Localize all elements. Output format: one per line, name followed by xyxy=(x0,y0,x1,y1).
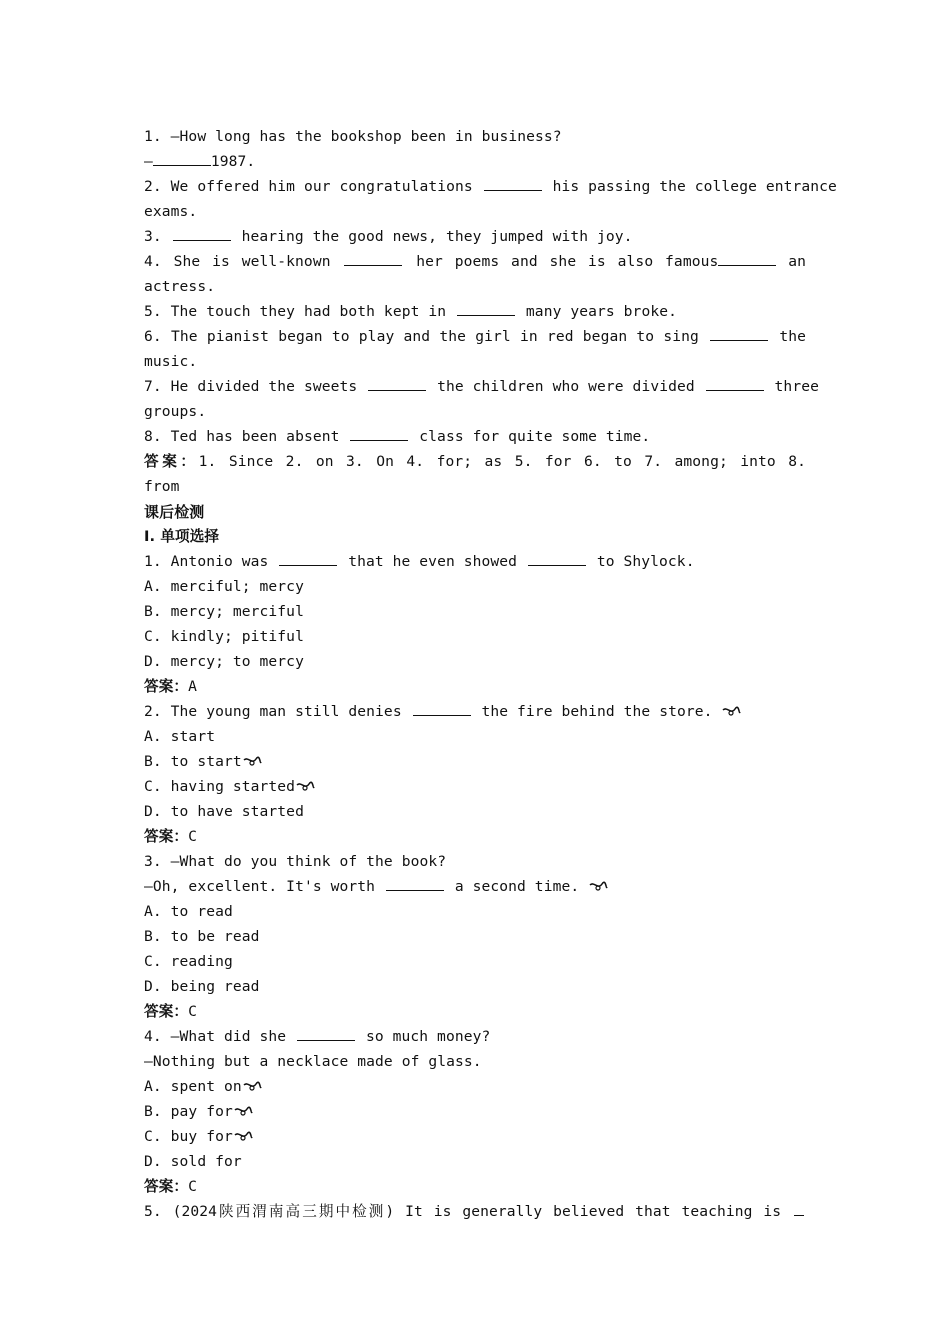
exercise-q7-cont: groups. xyxy=(144,403,207,420)
option-a[interactable]: A. spent on xyxy=(144,1075,806,1100)
mcq-answer: 答案：C xyxy=(144,828,197,845)
scribble-icon xyxy=(588,880,608,894)
exercise-q6-cont: music. xyxy=(144,353,198,370)
scribble-icon xyxy=(233,1130,253,1144)
answer-blank[interactable] xyxy=(457,303,515,316)
mcq-q5: 5. (2024陕西渭南高三期中检测) It is generally believed that teaching is xyxy=(144,1200,806,1225)
answer-blank[interactable] xyxy=(484,178,542,191)
option-a[interactable]: A. to read xyxy=(144,903,233,920)
mcq-q2: 2. The young man still denies the fire behind the store. xyxy=(144,700,806,725)
option-c[interactable]: C. buy for xyxy=(144,1125,806,1150)
answer-blank[interactable] xyxy=(368,378,426,391)
option-b[interactable]: B. mercy; merciful xyxy=(144,603,304,620)
answer-blank[interactable] xyxy=(344,253,402,266)
answer-blank[interactable] xyxy=(153,153,211,166)
exercise-q4: 4. She is well-known her poems and she is also famous an xyxy=(144,253,806,270)
exercise-q2-cont: exams. xyxy=(144,203,198,220)
answer-blank[interactable] xyxy=(706,378,764,391)
mcq-q3: 3. —What do you think of the book? xyxy=(144,853,447,870)
exercise-q1-reply: — 1987. xyxy=(144,153,256,170)
answer-blank[interactable] xyxy=(386,878,444,891)
exercise-q1: 1. —How long has the bookshop been in business? xyxy=(144,128,562,145)
mcq-answer: 答案：A xyxy=(144,678,197,695)
option-b[interactable]: B. to be read xyxy=(144,928,260,945)
option-b[interactable]: B. to start xyxy=(144,750,806,775)
scribble-icon xyxy=(721,705,741,719)
mcq-q1: 1. Antonio was that he even showed to Shylock. xyxy=(144,553,695,570)
answer-blank[interactable] xyxy=(413,703,471,716)
exercise-q5: 5. The touch they had both kept in many years broke. xyxy=(144,303,677,320)
answer-blank[interactable] xyxy=(173,228,231,241)
scribble-icon xyxy=(295,780,315,794)
scribble-icon xyxy=(242,755,262,769)
option-d[interactable]: D. to have started xyxy=(144,803,304,820)
mcq-q4-reply: —Nothing but a necklace made of glass. xyxy=(144,1053,482,1070)
answer-blank[interactable] xyxy=(794,1203,804,1216)
answer-blank[interactable] xyxy=(710,328,768,341)
answer-blank[interactable] xyxy=(350,428,408,441)
mcq-q3-reply: —Oh, excellent. It's worth a second time. xyxy=(144,875,806,900)
scribble-icon xyxy=(233,1105,253,1119)
option-d[interactable]: D. sold for xyxy=(144,1153,242,1170)
exercise-answers-cont: from xyxy=(144,478,180,495)
section-part-heading: Ⅰ. 单项选择 xyxy=(144,528,220,545)
exercise-q6: 6. The pianist began to play and the girl in red began to sing the xyxy=(144,328,807,345)
option-d[interactable]: D. being read xyxy=(144,978,260,995)
option-a[interactable]: A. start xyxy=(144,728,216,745)
mcq-q4: 4. —What did she so much money? xyxy=(144,1028,491,1045)
exercise-q3: 3. hearing the good news, they jumped with joy. xyxy=(144,228,633,245)
exercise-answers: 答案：1. Since 2. on 3. On 4. for; as 5. for 6. to 7. among; into 8. xyxy=(144,453,806,470)
option-c[interactable]: C. kindly; pitiful xyxy=(144,628,304,645)
exercise-q7: 7. He divided the sweets the children who were divided three xyxy=(144,378,819,395)
section-title: 课后检测 xyxy=(144,503,205,521)
option-c[interactable]: C. reading xyxy=(144,953,233,970)
option-b[interactable]: B. pay for xyxy=(144,1100,806,1125)
exercise-q2: 2. We offered him our congratulations his passing the college entrance xyxy=(144,178,837,195)
option-a[interactable]: A. merciful; mercy xyxy=(144,578,304,595)
exercise-q8: 8. Ted has been absent class for quite some time. xyxy=(144,428,651,445)
answer-blank[interactable] xyxy=(528,553,586,566)
mcq-answer: 答案：C xyxy=(144,1003,197,1020)
answer-blank[interactable] xyxy=(718,253,776,266)
option-d[interactable]: D. mercy; to mercy xyxy=(144,653,304,670)
answer-blank[interactable] xyxy=(297,1028,355,1041)
answer-label: 答案： xyxy=(144,453,199,470)
option-c[interactable]: C. having started xyxy=(144,775,806,800)
answer-blank[interactable] xyxy=(279,553,337,566)
exercise-q4-cont: actress. xyxy=(144,278,216,295)
mcq-answer: 答案：C xyxy=(144,1178,197,1195)
scribble-icon xyxy=(242,1080,262,1094)
